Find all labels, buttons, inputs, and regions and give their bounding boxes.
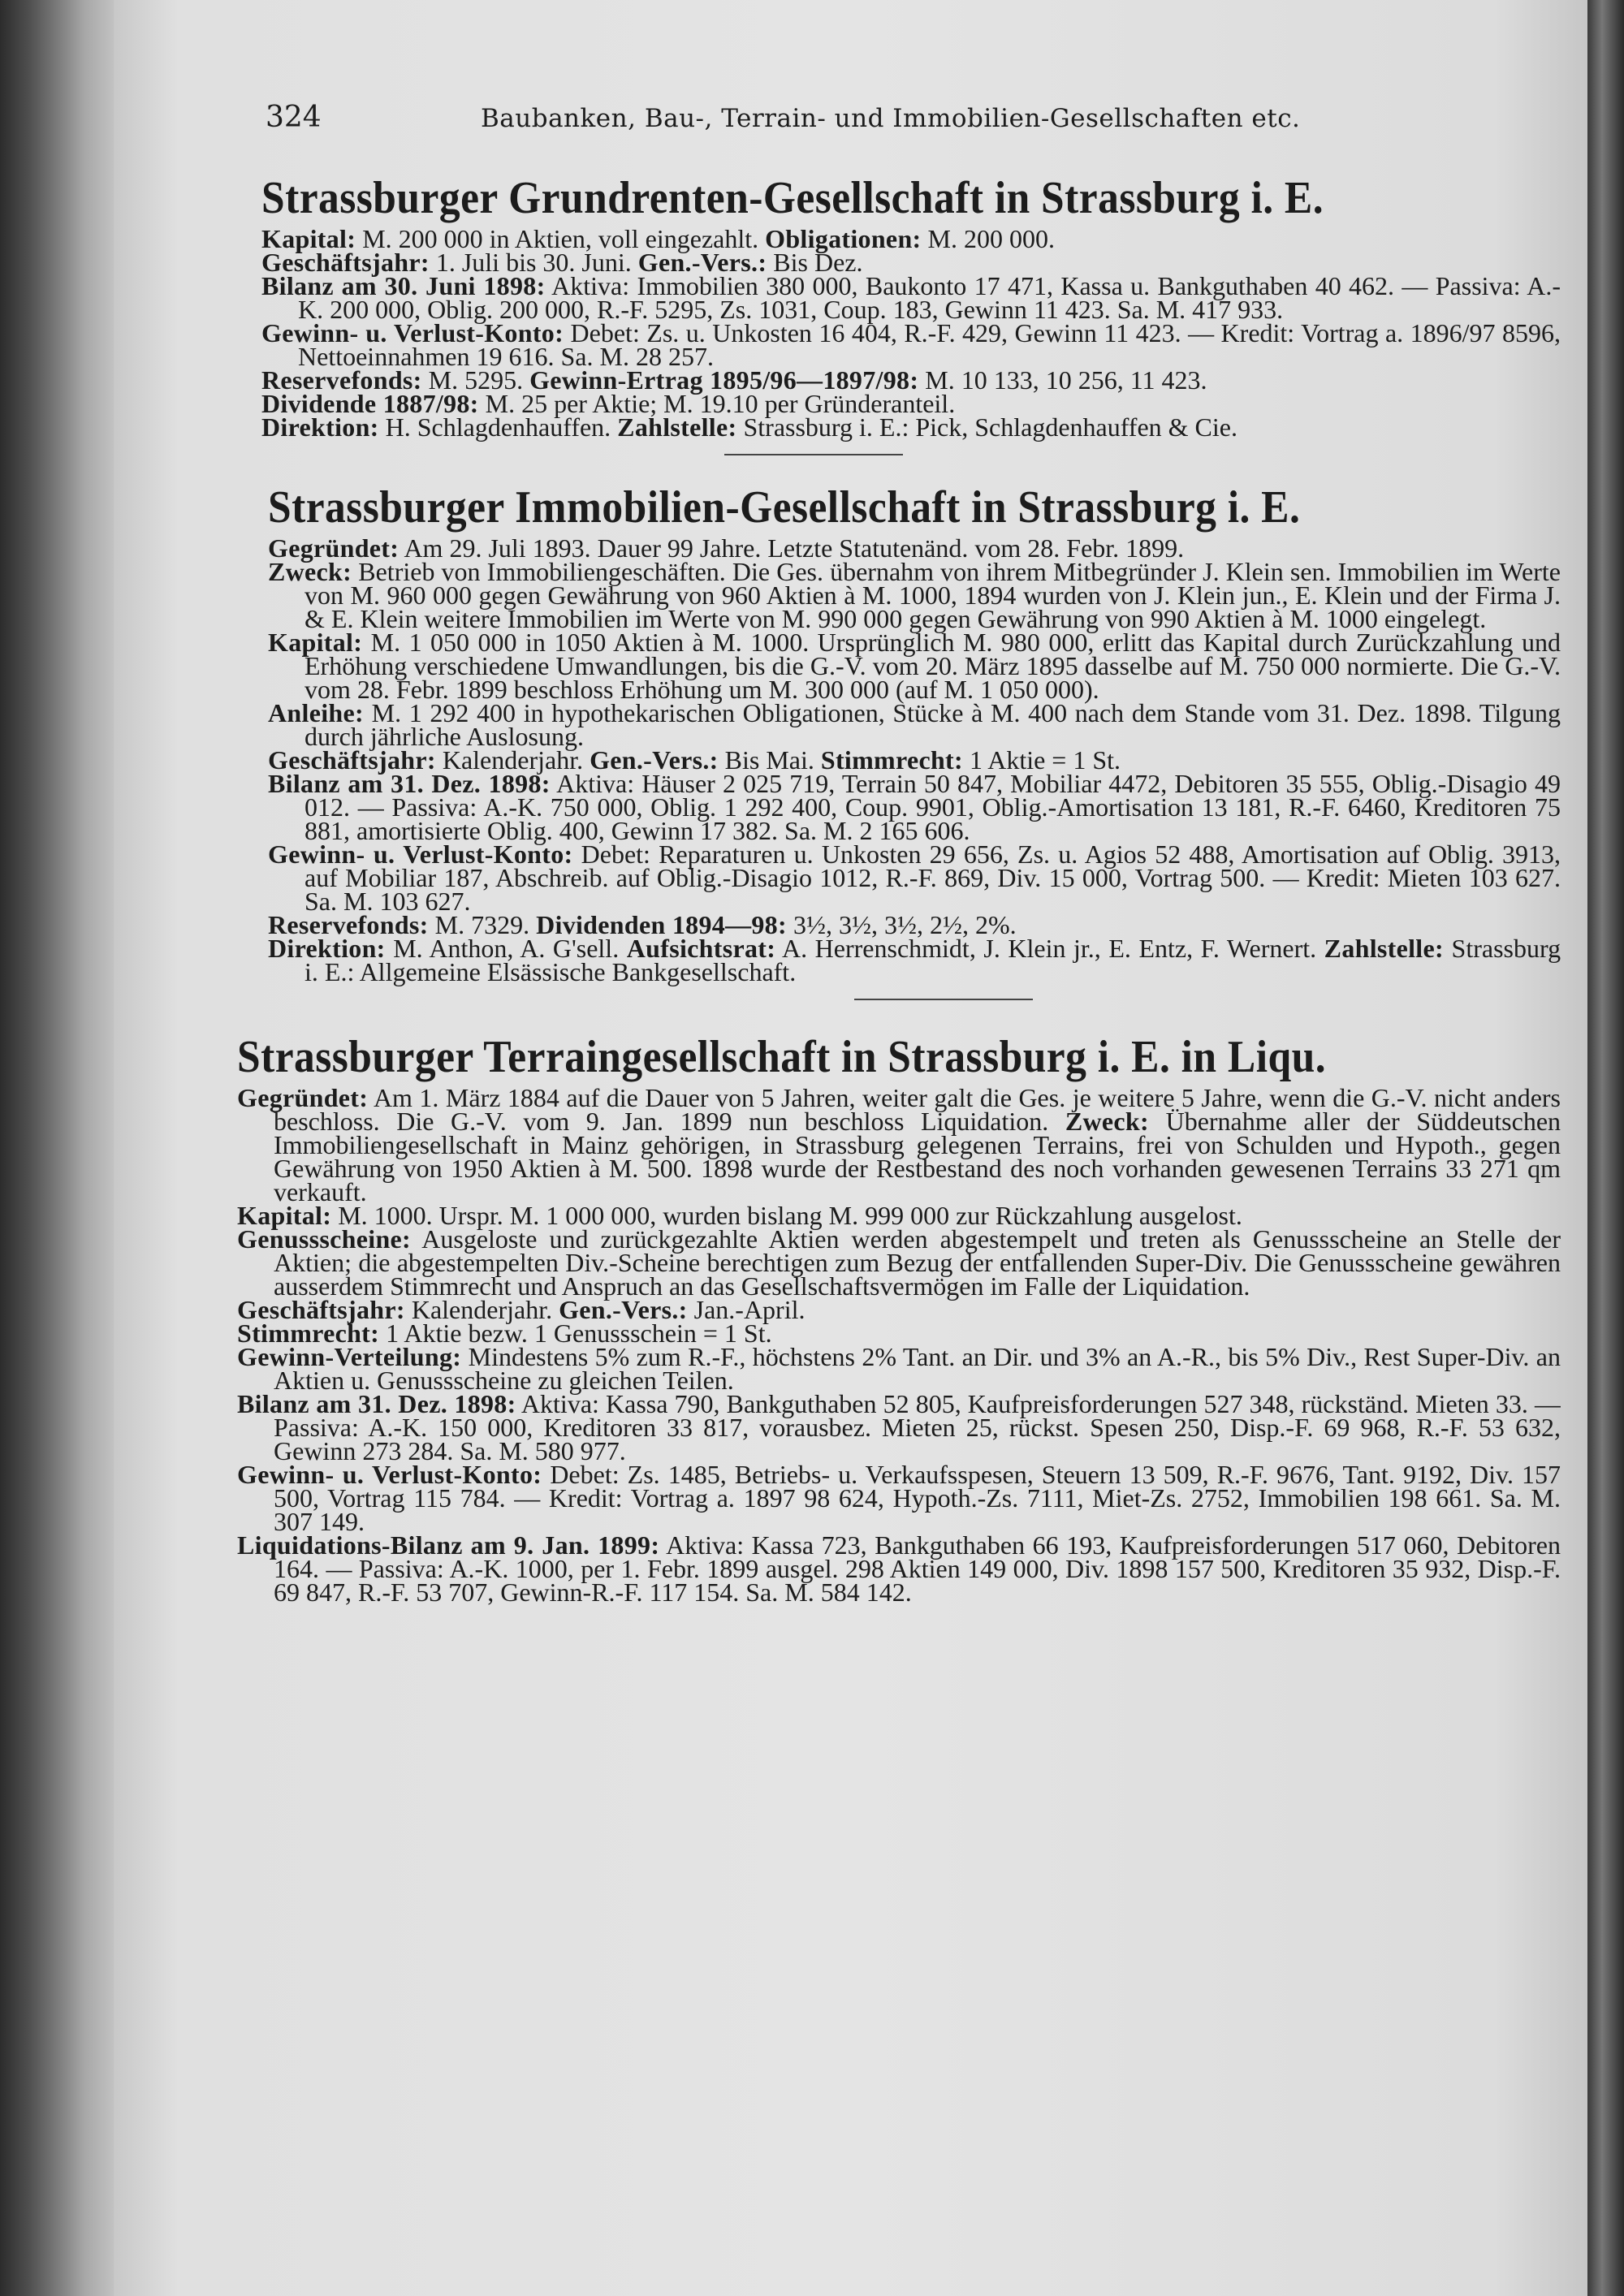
entry-label: Aufsichtsrat:	[626, 934, 776, 963]
entry-label: Dividende 1887/98:	[261, 389, 479, 418]
entry-text: M. 1000. Urspr. M. 1 000 000, wurden bislang M. 999 000 zur Rückzahlung ausgelost.	[338, 1201, 1242, 1230]
entry-text: Aktiva: Kassa 790, Bankguthaben 52 805, Kaufpreisforderungen 527 348, rückständ. Mieten 33. — Passiva: A.-K. 150 000, Kreditoren 33 817, vorausbez. Mieten 25, rückst. Spesen 250, Disp.-F. 69 968, R.-F. 53 632, Gewinn 273 284. Sa. M. 580 977.	[274, 1389, 1561, 1465]
entry-label: Gegründet:	[268, 533, 400, 563]
entry-gegruendet	[237, 1083, 1561, 1206]
running-head	[221, 97, 1561, 146]
entry-label: Gen.-Vers.:	[590, 745, 719, 775]
company-title: Strassburger Terraingesellschaft in Strassburg i. E. in Liqu.	[237, 1032, 1327, 1082]
entry-text: Bis Mai.	[724, 745, 814, 775]
entry-text: Kalenderjahr.	[411, 1295, 553, 1324]
entry-label: Dividenden 1894—98:	[536, 910, 787, 939]
running-title: Baubanken, Bau-, Terrain- und Immobilien-Gesellschaften etc.	[481, 104, 1301, 133]
entry-label: Zweck:	[268, 557, 352, 586]
entry-anleihe	[268, 698, 1561, 751]
entry-label: Anleihe:	[268, 698, 364, 727]
entry-text: M. 10 133, 10 256, 11 423.	[925, 365, 1207, 395]
entry-label: Kapital:	[268, 628, 363, 657]
entry-text: M. 1 292 400 in hypothekarischen Obligationen, Stücke à M. 400 nach dem Stande vom 31. Dez. 1898. Tilgung durch jährliche Auslosung.	[304, 698, 1561, 751]
entry-label: Gegründet:	[237, 1083, 369, 1112]
entry-text: M. 1 050 000 in 1050 Aktien à M. 1000. Ursprünglich M. 980 000, erlitt das Kapital durch Zurückzahlung und Erhöhung verschiedene Umwandlungen, bis die G.-V. vom 20. März 1895 dasselbe auf M. 750 000 normierte. Die G.-V. vom 28. Febr. 1899 beschloss Erhöhung um M. 300 000 (auf M. 1 050 000).	[304, 628, 1561, 704]
entry-text: M. 25 per Aktie; M. 19.10 per Gründeranteil.	[485, 389, 956, 418]
entry-liquidations-bilanz	[237, 1530, 1561, 1607]
entry-text: Bis Dez.	[773, 248, 863, 277]
entry-label: Geschäftsjahr:	[237, 1295, 405, 1324]
entry-label: Liquidations-Bilanz am 9. Jan. 1899:	[237, 1530, 660, 1560]
entry-text: M. Anthon, A. G'sell.	[393, 934, 620, 963]
entry-text: M. 200 000 in Aktien, voll eingezahlt.	[362, 224, 759, 253]
entry-label: Geschäftsjahr:	[268, 745, 436, 775]
entry-gewinn-verlust	[268, 839, 1561, 916]
section-terraingesellschaft	[221, 1028, 1561, 1607]
entry-label: Zahlstelle:	[1324, 934, 1444, 963]
entry-label: Zahlstelle:	[617, 412, 737, 442]
entry-label: Bilanz am 30. Juni 1898:	[261, 271, 546, 300]
entry-text: Debet: Reparaturen u. Unkosten 29 656, Zs. u. Agios 52 488, Amortisation auf Oblig. 3913, auf Mobiliar 187, Abschreib. auf Oblig.-Disagio 1012, R.-F. 869, Div. 15 000, Vortrag 500. — Kredit: Mieten 103 627. Sa. M. 103 627.	[304, 839, 1561, 916]
entry-text: A. Herrenschmidt, J. Klein jr., E. Entz, F. Wernert.	[782, 934, 1317, 963]
entry-bilanz	[237, 1389, 1561, 1465]
entry-text: 1 Aktie = 1 St.	[969, 745, 1121, 775]
page-content	[221, 97, 1561, 2257]
entry-gewinn-verlust	[261, 318, 1561, 371]
entry-zweck	[268, 557, 1561, 633]
entry-label: Reservefonds:	[268, 910, 429, 939]
entry-label: Gewinn- u. Verlust-Konto:	[237, 1460, 542, 1489]
entry-label: Reservefonds:	[261, 365, 422, 395]
entry-text: Betrieb von Immobiliengeschäften. Die Ges. übernahm von ihrem Mitbegründer J. Klein sen. Immobilien im Werte von M. 960 000 gegen Gewährung von 960 Aktien à M. 1000, 1894 wurden von J. Klein jun., E. Klein und der Firma J. & E. Klein weitere Immobilien im Werte von M. 990 000 gegen Gewährung von 990 Aktien à M. 1000 eingelegt.	[304, 557, 1561, 633]
entry-text: Debet: Zs. 1485, Betriebs- u. Verkaufsspesen, Steuern 13 509, R.-F. 9676, Tant. 9192, Div. 157 500, Vortrag 115 784. — Kredit: Vortrag a. 1897 98 624, Hypoth.-Zs. 7111, Miet-Zs. 2752, Immobilien 198 661. Sa. M. 307 149.	[274, 1460, 1561, 1536]
entry-text: Strassburg i. E.: Pick, Schlagdenhauffen & Cie.	[743, 412, 1237, 442]
entry-text: M. 5295.	[428, 365, 524, 395]
entry-label: Obligationen:	[765, 224, 922, 253]
company-title: Strassburger Grundrenten-Gesellschaft in Strassburg i. E.	[261, 173, 1324, 223]
entry-text: Am 1. März 1884 auf die Dauer von 5 Jahren, weiter galt die Ges. je weitere 5 Jahre, wenn die G.-V. nicht anders beschloss. Die G.-V. vom 9. Jan. 1899 nun beschloss Liquidation.	[274, 1083, 1561, 1136]
entry-text: Aktiva: Immobilien 380 000, Baukonto 17 471, Kassa u. Bankguthaben 40 462. — Passiva: A.-K. 200 000, Oblig. 200 000, R.-F. 5295, Zs. 1031, Coup. 183, Gewinn 11 423. Sa. M. 417 933.	[298, 271, 1561, 324]
entry-text: Debet: Zs. u. Unkosten 16 404, R.-F. 429, Gewinn 11 423. — Kredit: Vortrag a. 1896/97 8596, Nettoeinnahmen 19 616. Sa. M. 28 257.	[298, 318, 1561, 371]
entry-text: Strassburg i. E.: Allgemeine Elsässische Bankgesellschaft.	[304, 934, 1561, 986]
entry-text: Mindestens 5% zum R.-F., höchstens 2% Tant. an Dir. und 3% an A.-R., bis 5% Div., Rest Super-Div. an Aktien u. Genussscheine zu gleichen Teilen.	[274, 1342, 1561, 1395]
entry-label: Stimmrecht:	[237, 1318, 380, 1348]
entry-gewinn-verteilung	[237, 1342, 1561, 1395]
entry-label: Bilanz am 31. Dez. 1898:	[237, 1389, 516, 1418]
section-divider	[724, 454, 903, 455]
entry-gewinn-verlust	[237, 1460, 1561, 1536]
entry-label: Genussscheine:	[237, 1224, 411, 1254]
entry-text: Aktiva: Häuser 2 025 719, Terrain 50 847, Mobiliar 4472, Debitoren 35 555, Oblig.-Disagio 49 012. — Passiva: A.-K. 750 000, Oblig. 1 292 400, Coup. 9901, Oblig.-Amortisation 13 181, R.-F. 6460, Kreditoren 75 881, amortisierte Oblig. 400, Gewinn 17 382. Sa. M. 2 165 606.	[304, 769, 1561, 845]
section-grundrenten	[221, 169, 1561, 442]
entry-text: Kalenderjahr.	[442, 745, 584, 775]
entry-text: 1 Aktie bezw. 1 Genussschein = 1 St.	[386, 1318, 772, 1348]
entry-bilanz	[268, 769, 1561, 845]
entry-text: Aktiva: Kassa 723, Bankguthaben 66 193, Kaufpreisforderungen 517 060, Debitoren 164. — Passiva: A.-K. 1000, per 1. Febr. 1899 ausgel. 298 Aktien 149 000, Div. 1898 157 500, Kreditoren 35 932, Disp.-F. 69 847, R.-F. 53 707, Gewinn-R.-F. 117 154. Sa. M. 584 142.	[274, 1530, 1561, 1607]
entry-text: H. Schlagdenhauffen.	[385, 412, 611, 442]
entry-text: M. 7329.	[434, 910, 530, 939]
entry-label: Bilanz am 31. Dez. 1898:	[268, 769, 551, 798]
entry-label: Gewinn- u. Verlust-Konto:	[261, 318, 564, 347]
page-edge-shadow	[1587, 0, 1624, 2296]
entry-kapital	[268, 628, 1561, 704]
entry-label: Direktion:	[261, 412, 379, 442]
entry-label: Kapital:	[261, 224, 356, 253]
entry-label: Direktion:	[268, 934, 386, 963]
entry-label: Zweck:	[1065, 1107, 1149, 1136]
section-divider	[854, 999, 1033, 1000]
book-binding-shadow	[0, 0, 122, 2296]
entry-label: Stimmrecht:	[820, 745, 963, 775]
entry-direktion	[268, 934, 1561, 986]
entry-label: Gen.-Vers.:	[637, 248, 767, 277]
entry-text: Jan.-April.	[693, 1295, 806, 1324]
entry-text: 1. Juli bis 30. Juni.	[435, 248, 632, 277]
entry-text: Übernahme aller der Süddeutschen Immobiliengesellschaft in Mainz gehörigen, in Strassburg gelegenen Terrains, frei von Schulden und Hypoth., gegen Gewährung von 1950 Aktien à M. 500. 1898 wurde der Restbestand des noch vorhanden gewesenen Terrains 33 271 qm verkauft.	[274, 1107, 1561, 1206]
company-title: Strassburger Immobilien-Gesellschaft in Strassburg i. E.	[268, 482, 1301, 533]
entry-text: Am 29. Juli 1893. Dauer 99 Jahre. Letzte Statutenänd. vom 28. Febr. 1899.	[404, 533, 1185, 563]
entry-direktion	[261, 412, 1561, 442]
entry-label: Gewinn- u. Verlust-Konto:	[268, 839, 573, 869]
entry-label: Gen.-Vers.:	[559, 1295, 688, 1324]
entry-genussscheine	[237, 1224, 1561, 1301]
entry-label: Gewinn-Verteilung:	[237, 1342, 462, 1371]
section-immobilien	[221, 478, 1561, 984]
entry-label: Geschäftsjahr:	[261, 248, 430, 277]
entry-text: M. 200 000.	[927, 224, 1055, 253]
entry-bilanz	[261, 271, 1561, 324]
entry-label: Gewinn-Ertrag 1895/96—1897/98:	[529, 365, 919, 395]
entry-label: Kapital:	[237, 1201, 332, 1230]
entry-text: Ausgeloste und zurückgezahlte Aktien werden abgestempelt und treten als Genussscheine an Stelle der Aktien; die abgestempelten Div.-Scheine berechtigen zum Bezug der entfallenden Super-Div. Die Genussscheine gewähren ausserdem Stimmrecht und Anspruch an das Gesellschaftsvermögen im Falle der Liquidation.	[274, 1224, 1561, 1301]
entry-text: 3½, 3½, 3½, 2½, 2%.	[793, 910, 1017, 939]
page-number: 324	[266, 101, 322, 134]
